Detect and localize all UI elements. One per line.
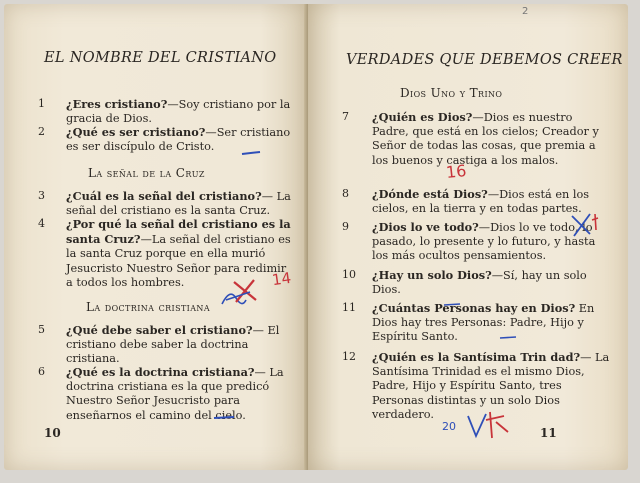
pencil-mark: 2 (522, 6, 529, 17)
question-1 (38, 97, 296, 126)
question-text: ¿Cuál es la señal del cristiano? (66, 189, 262, 203)
question-number: 7 (342, 110, 349, 123)
answer-text: —Dios lo ve todo, lo pasado, lo presente y lo futuro, y hasta los más ocultos pensamientos. (372, 221, 596, 263)
answer-text: —Sí, hay un solo Dios. (372, 269, 587, 297)
question-number: 2 (38, 125, 45, 138)
question-11 (342, 301, 610, 345)
handwritten-number-20: 20 (442, 420, 456, 433)
question-number: 8 (342, 187, 349, 200)
page-number-right: 11 (540, 426, 557, 440)
answer-text: — La señal del cristiano es la santa Cruz. (66, 190, 291, 218)
question-7 (342, 110, 610, 168)
answer-text: — La doctrina cristiana es la que predicó Nuestro Señor Jesucristo para enseñarnos el camino del cielo. (66, 366, 284, 422)
question-10 (342, 268, 610, 297)
question-3 (38, 189, 296, 218)
question-text: ¿Por qué la señal del cristiano es la santa Cruz? (66, 217, 291, 247)
answer-text: En Dios hay tres Personas: Padre, Hijo y Espíritu Santo. (372, 302, 595, 344)
question-number: 6 (38, 365, 45, 378)
section-heading-dios: Dios Uno y Trino (400, 86, 503, 100)
question-number: 9 (342, 220, 349, 233)
question-number: 5 (38, 323, 45, 336)
answer-text: —Soy cristiano por la gracia de Dios. (66, 98, 291, 126)
question-2 (38, 125, 296, 154)
question-text: ¿Quién es Dios? (372, 110, 473, 124)
question-text: ¿Qué es ser cristiano? (66, 125, 206, 139)
question-number: 10 (342, 268, 356, 281)
question-number: 11 (342, 301, 356, 314)
question-text: ¿Qué es la doctrina cristiana? (66, 365, 255, 379)
question-5 (38, 323, 296, 367)
section-heading-cruz: La señal de la Cruz (88, 166, 205, 180)
question-number: 3 (38, 189, 45, 202)
question-text: ¿Qué debe saber el cristiano? (66, 323, 253, 337)
answer-text: —La señal del cristiano es la santa Cruz porque en ella murió Jesucristo Nuestro Señor para redimir a todos los hombres. (66, 233, 291, 289)
answer-text: — El cristiano debe saber la doctrina cristiana. (66, 324, 280, 366)
question-text: ¿Hay un solo Dios? (372, 268, 492, 282)
handwritten-number-16: 16 (445, 160, 468, 183)
question-text: ¿Dónde está Dios? (372, 187, 488, 201)
question-4 (38, 217, 296, 290)
handwritten-number-14: 14 (270, 268, 293, 290)
question-8 (342, 187, 610, 216)
question-number: 12 (342, 350, 356, 363)
right-page-heading: VERDADES QUE DEBEMOS CREER (346, 52, 623, 68)
section-heading-doctrina: La doctrina cristiana (86, 300, 211, 314)
answer-text: — La Santísima Trinidad es el mismo Dios, Padre, Hijo y Espíritu Santo, tres Personas distintas y un solo Dios verdadero. (372, 351, 610, 421)
left-page (4, 4, 306, 470)
page-number-left: 10 (44, 426, 61, 440)
question-12 (342, 350, 610, 422)
question-text: ¿Cuántas Personas hay en Dios? (372, 301, 576, 315)
question-9 (342, 220, 610, 264)
answer-text: —Ser cristiano es ser discípulo de Cristo. (66, 126, 291, 154)
answer-text: —Dios está en los cielos, en la tierra y en todas partes. (372, 188, 590, 216)
question-text: ¿Quién es la Santísima Trin dad? (372, 350, 581, 364)
question-number: 1 (38, 97, 45, 110)
question-6 (38, 365, 296, 423)
book-spread (4, 4, 632, 470)
left-page-heading: EL NOMBRE DEL CRISTIANO (44, 50, 277, 66)
question-number: 4 (38, 217, 45, 230)
question-text: ¿Dios lo ve todo? (372, 220, 479, 234)
right-page (308, 4, 628, 470)
question-text: ¿Eres cristiano? (66, 97, 168, 111)
answer-text: —Dios es nuestro Padre, que está en los cielos; Creador y Señor de todas las cosas, que premia a los buenos y castiga a los malos. (372, 111, 599, 167)
